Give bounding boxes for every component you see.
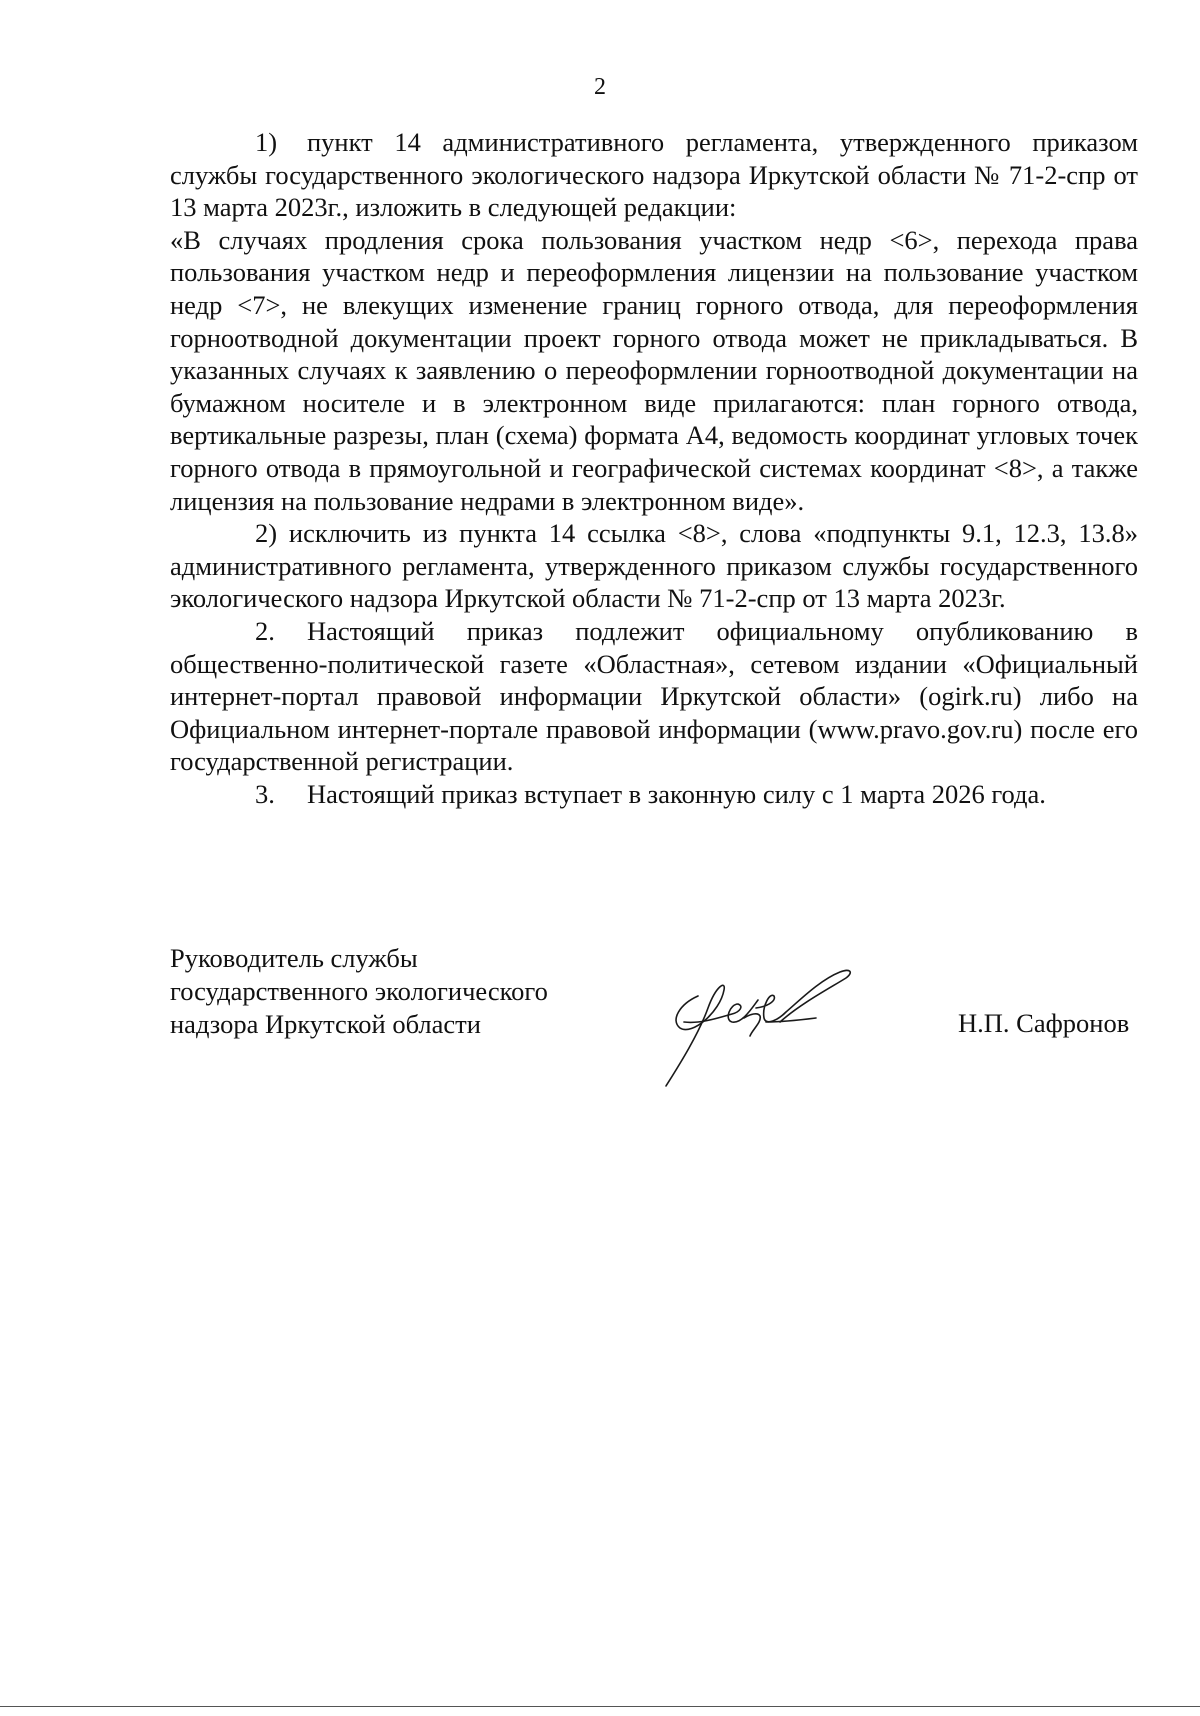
paragraph-text: Настоящий приказ вступает в законную силу с 1 марта 2026 года. xyxy=(307,778,1046,809)
paragraph-publication xyxy=(170,615,1138,778)
paragraph-text: Настоящий приказ подлежит официальному опубликованию в общественно-политической газете «Областная», сетевом издании «Официальный интернет-портал правовой информации Иркутской области» (ogirk.ru) либо на Официальном интернет-портале правовой информации (www.pravo.gov.ru) после его государственной регистрации. xyxy=(170,615,1138,777)
signer-position xyxy=(170,942,548,1041)
signer-position-line: Руководитель службы xyxy=(170,943,418,973)
paragraph-quote xyxy=(170,224,1138,517)
paragraph-text: пункт 14 административного регламента, утвержденного приказом службы государственного экологического надзора Иркутской области № 71-2-спр от 13 марта 2023г., изложить в следующей редакции: xyxy=(170,127,1138,223)
signer-position-line: государственного экологического xyxy=(170,976,548,1006)
paragraph-number: 3. xyxy=(255,778,275,809)
signer-position-line: надзора Иркутской области xyxy=(170,1009,481,1039)
handwritten-signature xyxy=(640,960,880,1100)
paragraph-number: 2. xyxy=(255,615,275,646)
document-body xyxy=(170,126,1138,810)
paragraph-text: «В случаях продления срока пользования участком недр <6>, перехода права пользования участком недр и переоформления лицензии на пользование участком недр <7>, не влекущих изменение границ горного отвода, для переоформления горноотводной документации проект горного отвода может не прикладываться. В указанных случаях к заявлению о переоформлении горноотводной документации на бумажном носителе и в электронном виде прилагаются: план горного отвода, вертикальные разрезы, план (схема) формата А4, ведомость координат угловых точек горного отвода в прямоугольной и географической системах координат <8>, а также лицензия на пользование недрами в электронном виде». xyxy=(170,224,1138,516)
page-number: 2 xyxy=(594,74,606,100)
paragraph-text: 2) исключить из пункта 14 ссылка <8>, слова «подпункты 9.1, 12.3, 13.8» административного регламента, утвержденного приказом службы государственного экологического надзора Иркутской области № 71-2-спр от 13 марта 2023г. xyxy=(170,518,1138,614)
paragraph-effective-date xyxy=(170,778,1138,811)
page-bottom-edge xyxy=(0,1706,1200,1707)
paragraph-item-1 xyxy=(170,126,1138,224)
paragraph-number: 1) xyxy=(255,127,278,157)
paragraph-item-2 xyxy=(170,517,1138,615)
signer-name: Н.П. Сафронов xyxy=(958,1008,1130,1038)
